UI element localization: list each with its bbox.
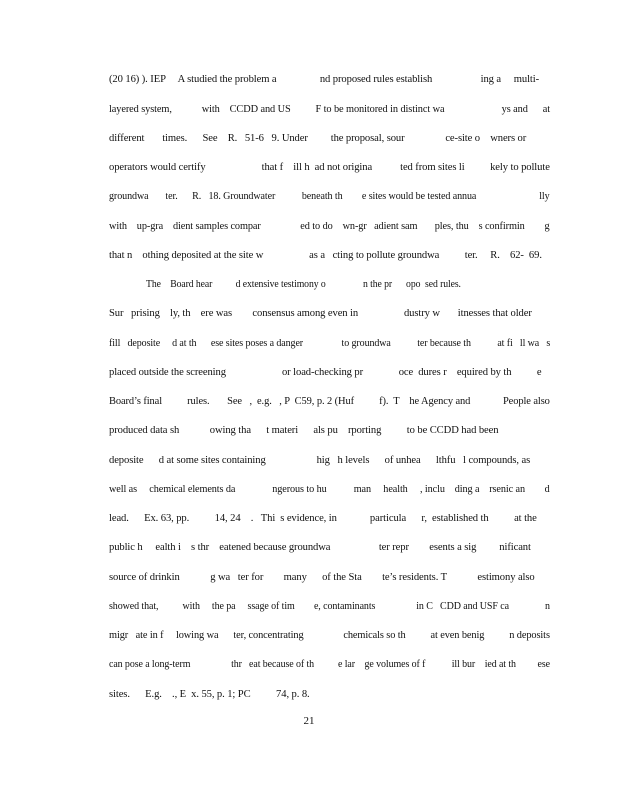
text-line: (20 16) ). IEP A studied the problem a nd proposed rules establish ing a multi- bbox=[109, 74, 540, 85]
text-line: groundwa ter. R. 18. Groundwater beneath th e sites would be tested annua lly bbox=[109, 191, 550, 202]
text-line: Sur prising ly, th ere was consensus among even in dustry w itnesses that older bbox=[109, 308, 532, 319]
paragraph-first-line: The Board hear d extensive testimony o n the pr opo sed rules. bbox=[146, 279, 461, 290]
text-line: public h ealth i s thr eatened because groundwa ter repr esents a sig nificant bbox=[109, 542, 531, 553]
text-line: source of drinkin g wa ter for many of the Sta te’s residents. T estimony also bbox=[109, 572, 535, 583]
text-line: sites. E.g. ., E x. 55, p. 1; PC 74, p. 8. bbox=[109, 689, 310, 700]
page-number: 21 bbox=[303, 715, 315, 727]
text-line: showed that, with the pa ssage of tim e, contaminants in C CDD and USF ca n bbox=[109, 601, 550, 612]
text-line: operators would certify that f ill h ad not origina ted from sites li kely to pollute bbox=[109, 162, 550, 173]
text-line: with up-gra dient samples compar ed to do wn-gr adient sam ples, thu s confirmin g bbox=[109, 221, 550, 232]
text-line: fill deposite d at th ese sites poses a danger to groundwa ter because th at fi ll wa s bbox=[109, 338, 551, 349]
text-line: well as chemical elements da ngerous to hu man health , inclu ding a rsenic an d bbox=[109, 484, 550, 495]
text-line: different times. See R. 51-6 9. Under the proposal, sour ce-site o wners or bbox=[109, 133, 527, 144]
text-line: can pose a long-term thr eat because of th e lar ge volumes of f ill bur ied at th ese bbox=[109, 659, 550, 670]
text-line: migr ate in f lowing wa ter, concentrating chemicals so th at even benig n deposits bbox=[109, 630, 550, 641]
text-line: placed outside the screening or load-checking pr oce dures r equired by th e bbox=[109, 367, 542, 378]
text-line: lead. Ex. 63, pp. 14, 24 . Thi s evidence, in particula r, established th at the bbox=[109, 513, 537, 524]
text-line: Board’s final rules. See , e.g. , P C59, p. 2 (Huf f). T he Agency and People also bbox=[109, 396, 550, 407]
text-line: layered system, with CCDD and US F to be monitored in distinct wa ys and at bbox=[109, 104, 550, 115]
text-line: that n othing deposited at the site w as a cting to pollute groundwa ter. R. 62- 69. bbox=[109, 250, 542, 261]
text-line: produced data sh owing tha t materi als pu rporting to be CCDD had been bbox=[109, 425, 499, 436]
text-line: deposite d at some sites containing hig h levels of unhea lthfu l compounds, as bbox=[109, 455, 531, 466]
